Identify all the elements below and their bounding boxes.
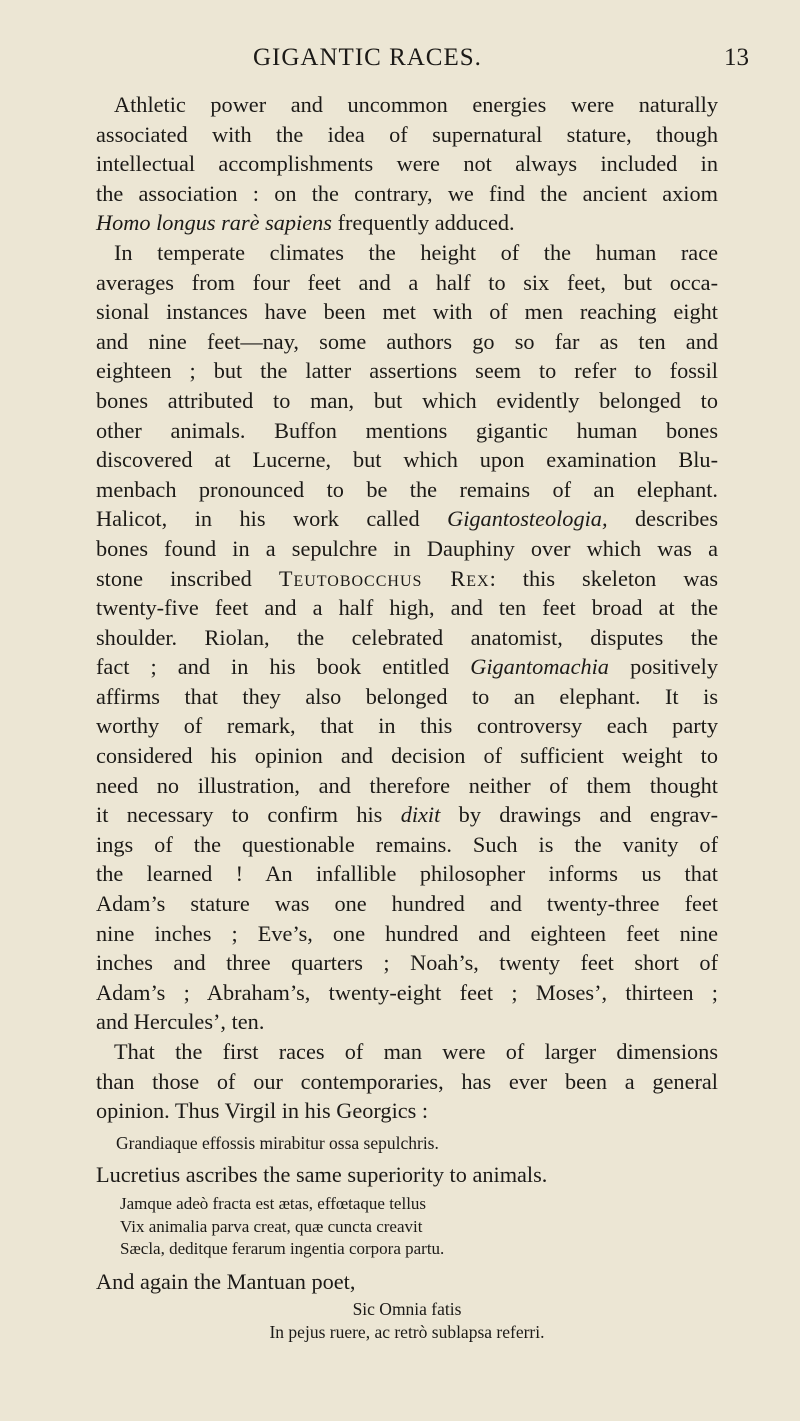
text-line: associated with the idea of supernatural stature, though — [96, 121, 718, 147]
quote-mantuan — [96, 1298, 718, 1343]
text-line: discovered at Lucerne, but which upon examination Blu- — [96, 447, 718, 473]
text-line: And again the Mantuan poet, — [96, 1268, 356, 1294]
text-line: the association : on the contrary, we find the ancient axiom — [96, 180, 718, 206]
text-line — [96, 800, 718, 830]
text-line: ings of the questionable remains. Such is the vanity of — [96, 831, 718, 857]
text-fragment: stone inscribed — [96, 565, 252, 591]
text-line: affirms that they also belonged to an elephant. It is — [96, 683, 718, 709]
text-line: menbach pronounced to be the remains of an elephant. — [96, 476, 718, 502]
quote-line: In pejus ruere, ac retrò sublapsa referri. — [269, 1321, 545, 1342]
text-line — [96, 564, 718, 594]
text-line: Athletic power and uncommon energies were naturally — [114, 92, 718, 117]
text-fragment: fact ; and in his book entitled — [96, 654, 450, 680]
text-line: than those of our contemporaries, has ever been a general — [96, 1068, 718, 1094]
quote-lucretius — [96, 1193, 718, 1261]
italic-gigantomachia: Gigantomachia — [470, 654, 609, 680]
text-line: worthy of remark, that in this controversy each party — [96, 713, 718, 739]
quote-line: Sæcla, deditque ferarum ingentia corpora partu. — [120, 1239, 445, 1259]
running-title: GIGANTIC RACES. — [253, 44, 482, 71]
text-fragment: positively — [630, 654, 719, 680]
text-line — [96, 652, 718, 682]
quote-line: Sic Omnia fatis — [352, 1299, 462, 1320]
small-caps-inscription: Teutobocchus Rex — [278, 565, 490, 591]
text-line: and Hercules’, ten. — [96, 1009, 265, 1035]
text-line: other animals. Buffon mentions gigantic human bones — [96, 417, 718, 443]
italic-axiom: Homo longus rarè sapiens — [96, 210, 332, 236]
text-line: intellectual accomplishments were not always included in — [96, 151, 718, 177]
text-line: Adam’s stature was one hundred and twenty-three feet — [96, 891, 718, 917]
text-line — [96, 504, 718, 534]
text-line: bones attributed to man, but which evidently belonged to — [96, 387, 718, 413]
text-line: opinion. Thus Virgil in his Georgics : — [96, 1098, 429, 1124]
text-line: averages from four feet and a half to six feet, but occa- — [96, 269, 718, 295]
text-fragment: it necessary to confirm his — [96, 802, 383, 828]
text-line: bones found in a sepulchre in Dauphiny over which was a — [96, 535, 718, 561]
text-line: In temperate climates the height of the human race — [114, 239, 718, 265]
text-fragment: : this skeleton was — [489, 565, 719, 591]
text-line: inches and three quarters ; Noah’s, twenty feet short of — [96, 950, 718, 976]
quote-line: Jamque adeò fracta est ætas, effœtaque tellus — [120, 1194, 427, 1214]
text-line: sional instances have been met with of men reaching eight — [96, 299, 718, 325]
text-line: Lucretius ascribes the same superiority to animals. — [96, 1161, 548, 1187]
quote-line: Vix animalia parva creat, quæ cuncta creavit — [120, 1216, 423, 1236]
text-line: Adam’s ; Abraham’s, twenty-eight feet ; Moses’, thirteen ; — [96, 979, 718, 1005]
quote-georgics: Grandiaque effossis mirabitur ossa sepulchris. — [116, 1132, 439, 1153]
text-fragment: frequently adduced. — [337, 210, 515, 236]
text-fragment: by drawings and engrav- — [458, 802, 719, 828]
text-line: considered his opinion and decision of sufficient weight to — [96, 743, 718, 769]
text-line — [96, 208, 718, 238]
text-line: shoulder. Riolan, the celebrated anatomist, disputes the — [96, 624, 718, 650]
text-fragment: describes — [635, 506, 718, 532]
text-line: and nine feet—nay, some authors go so far as ten and — [96, 328, 718, 354]
italic-dixit: dixit — [400, 802, 441, 828]
text-line: eighteen ; but the latter assertions seem to refer to fossil — [96, 358, 718, 384]
page-header — [0, 44, 800, 80]
text-line: need no illustration, and therefore neither of them thought — [96, 772, 718, 798]
italic-gigantosteologia: Gigantosteologia, — [447, 506, 608, 532]
text-fragment: Halicot, in his work called — [96, 506, 420, 532]
page-number: 13 — [724, 44, 749, 71]
body-text — [96, 90, 718, 1343]
text-line: nine inches ; Eve’s, one hundred and eighteen feet nine — [96, 920, 718, 946]
text-line: That the first races of man were of larger dimensions — [114, 1039, 718, 1064]
text-line: the learned ! An infallible philosopher informs us that — [96, 861, 718, 887]
text-line: twenty-five feet and a half high, and ten feet broad at the — [96, 595, 718, 621]
